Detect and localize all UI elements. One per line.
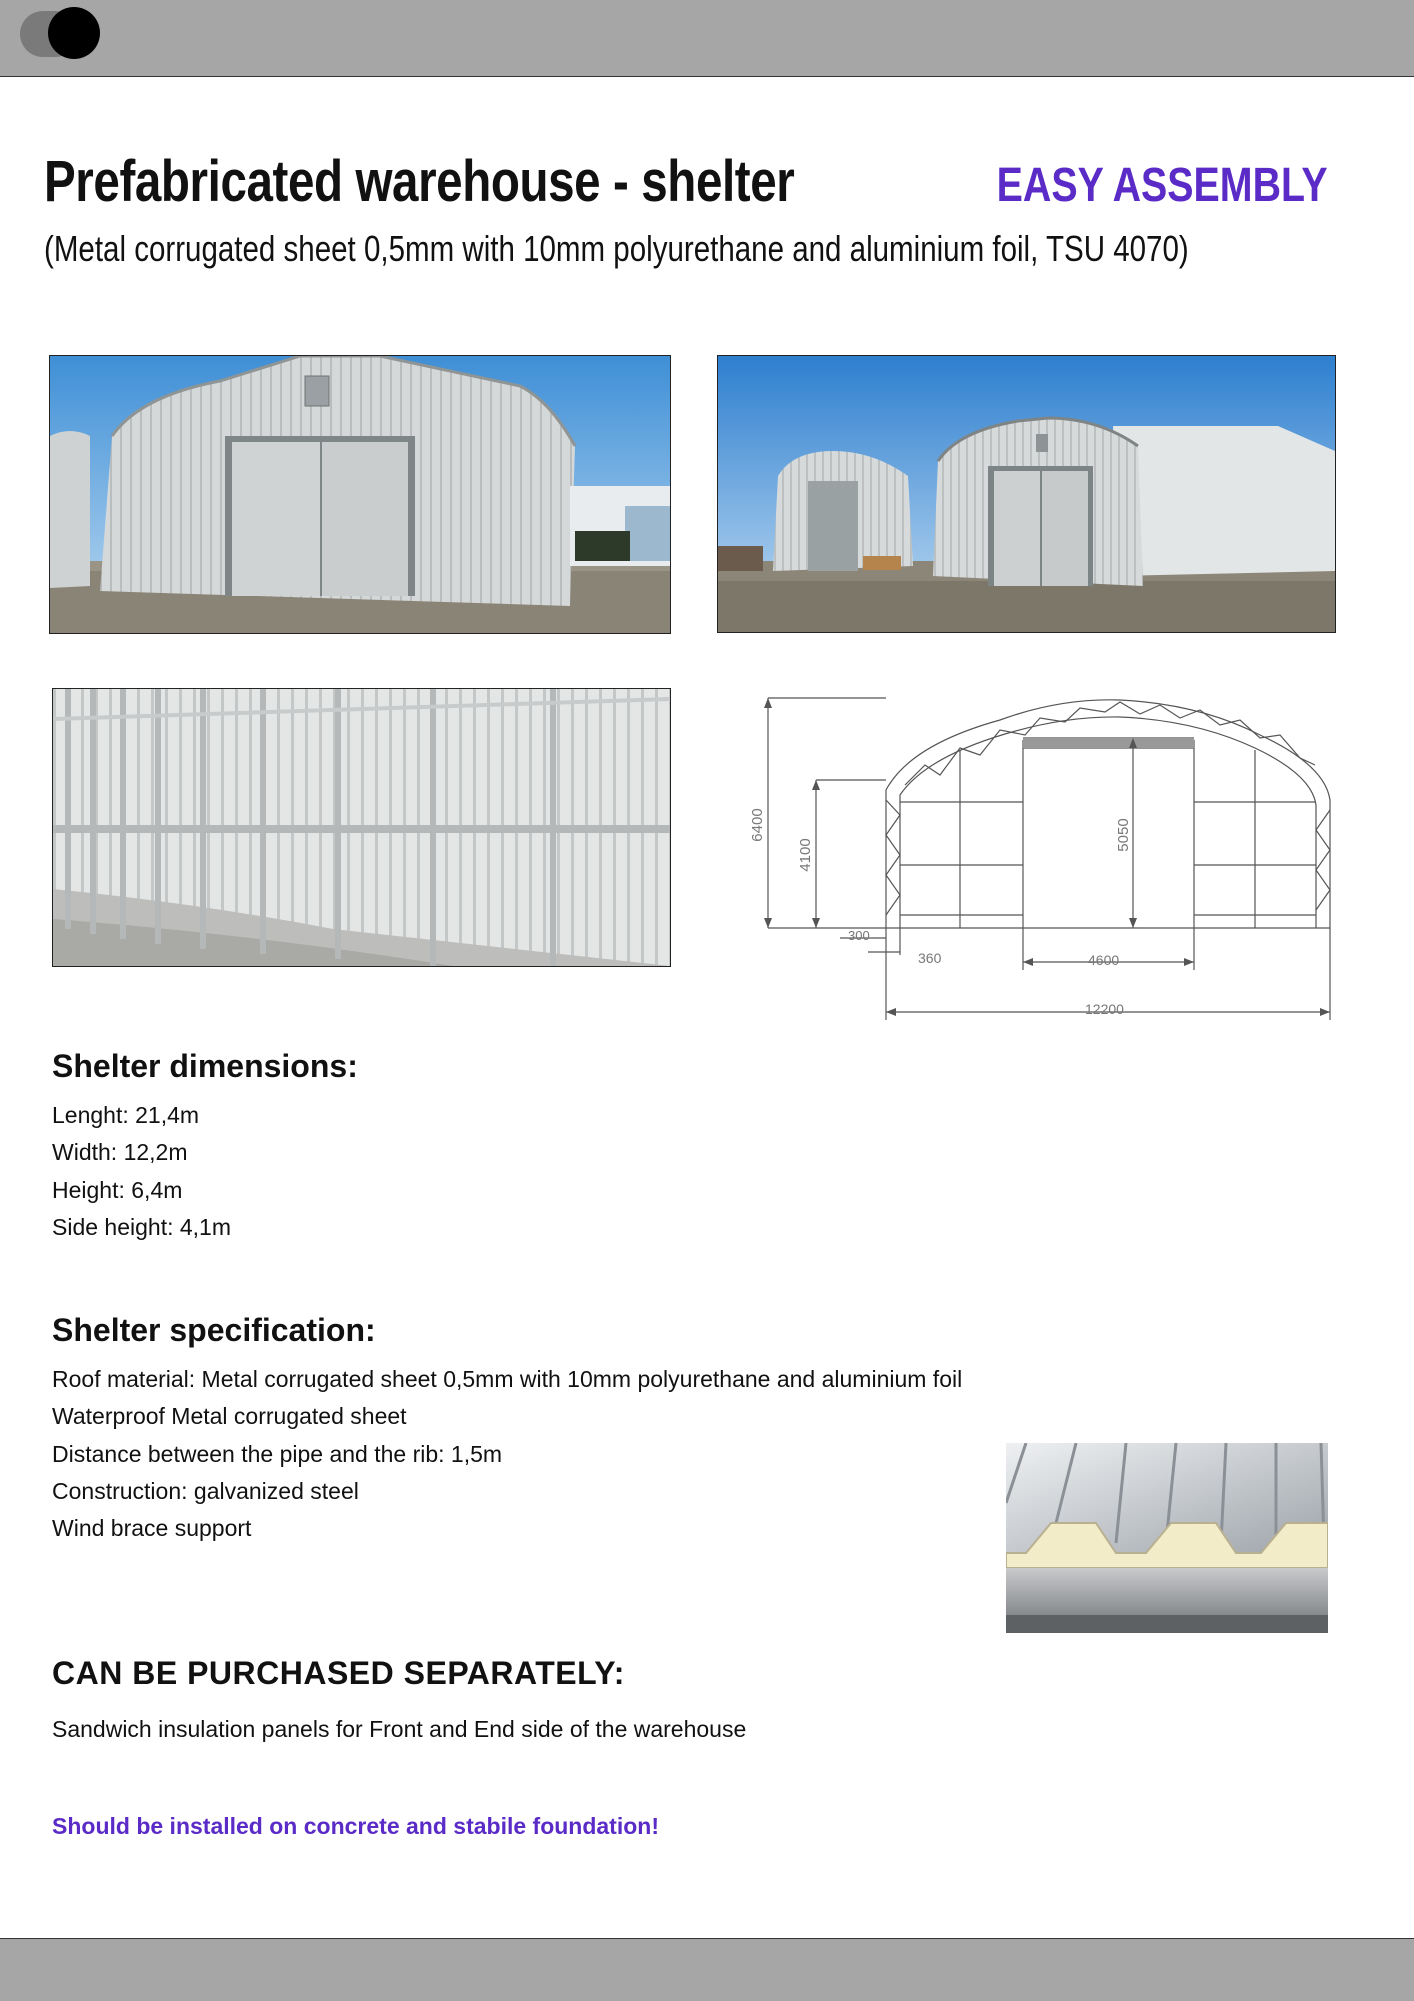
easy-assembly-badge: EASY ASSEMBLY — [996, 159, 1328, 212]
shelter-cross-section-diagram — [740, 690, 1340, 1030]
dim-height-label: 6400 — [749, 808, 766, 842]
dim-door-width-label: 4600 — [1088, 952, 1120, 968]
page-title: Prefabricated warehouse - shelter — [44, 149, 795, 214]
spec-distance: Distance between the pipe and the rib: 1,5m — [52, 1441, 503, 1467]
spec-roof-material: Roof material: Metal corrugated sheet 0,5mm with 10mm polyurethane and aluminium foil — [52, 1366, 963, 1392]
top-toolbar — [0, 0, 1414, 77]
dimension-height: Height: 6,4m — [52, 1177, 183, 1203]
interior-photo — [52, 688, 671, 967]
dim-width-label: 12200 — [1085, 1001, 1124, 1017]
dark-mode-toggle[interactable] — [18, 7, 102, 59]
dimension-side-height: Side height: 4,1m — [52, 1214, 232, 1240]
dimension-length: Lenght: 21,4m — [52, 1102, 200, 1128]
dimensions-heading: Shelter dimensions: — [52, 1048, 358, 1084]
spec-wind-brace: Wind brace support — [52, 1515, 252, 1541]
purchase-separately-text: Sandwich insulation panels for Front and End side of the warehouse — [52, 1716, 747, 1742]
foundation-notice: Should be installed on concrete and stabile foundation! — [52, 1813, 659, 1839]
specification-heading: Shelter specification: — [52, 1312, 376, 1348]
corrugated-sheet-image — [1006, 1443, 1328, 1633]
dim-360-label: 360 — [918, 950, 942, 966]
dim-300-label: 300 — [848, 928, 870, 943]
page-subtitle: (Metal corrugated sheet 0,5mm with 10mm polyurethane and aluminium foil, TSU 4070) — [44, 228, 1189, 269]
dim-door-height-label: 5050 — [1115, 818, 1132, 852]
dimension-width: Width: 12,2m — [52, 1139, 188, 1165]
purchase-separately-heading: CAN BE PURCHASED SEPARATELY: — [52, 1655, 625, 1691]
spec-waterproof: Waterproof Metal corrugated sheet — [52, 1403, 407, 1429]
bottom-toolbar — [0, 1938, 1414, 2001]
spec-construction: Construction: galvanized steel — [52, 1478, 359, 1504]
shelter-front-photo — [49, 355, 671, 634]
toggle-knob — [48, 7, 100, 59]
dim-side-height-label: 4100 — [797, 838, 814, 872]
two-shelters-photo — [717, 355, 1336, 633]
